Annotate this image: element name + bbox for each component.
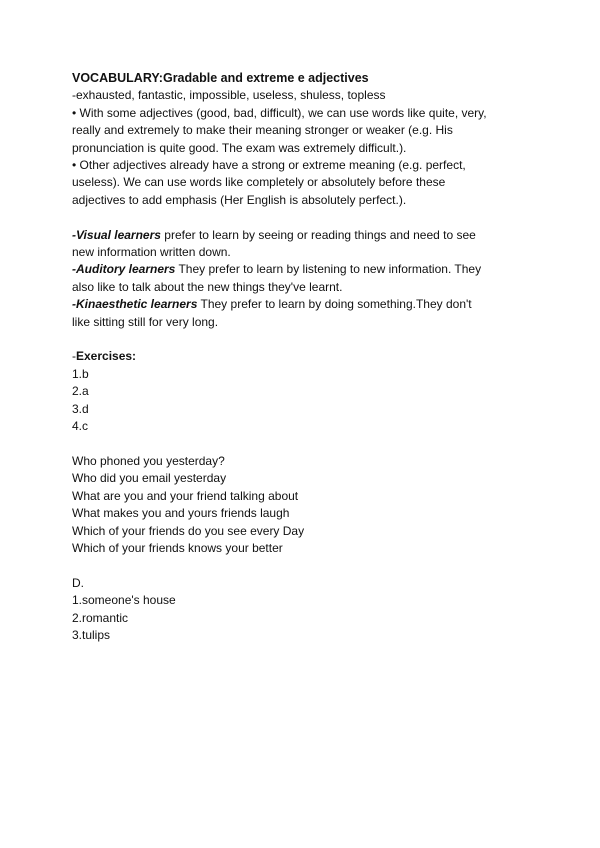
question-line: Who did you email yesterday <box>72 471 227 486</box>
bullet-2-line-3: adjectives to add emphasis (Her English is absolutely perfect.). <box>72 192 407 207</box>
bullet-1-line-1: • With some adjectives (good, bad, difficult), we can use words like quite, very, <box>72 105 487 120</box>
question-line: Which of your friends knows your better <box>72 540 283 555</box>
bullet-1-line-2: really and extremely to make their meaning stronger or weaker (e.g. His <box>72 123 453 138</box>
question-line: What are you and your friend talking about <box>72 488 299 503</box>
document-page <box>72 70 542 644</box>
bullet-2-line-1: • Other adjectives already have a strong or extreme meaning (e.g. perfect, <box>72 158 466 173</box>
question-line: What makes you and yours friends laugh <box>72 506 290 521</box>
section-d-heading: D. <box>72 575 84 590</box>
bullet-2-line-2: useless). We can use words like completely or absolutely before these <box>72 175 446 190</box>
question-line: Who phoned you yesterday? <box>72 453 225 468</box>
section-d-item: 2.romantic <box>72 610 129 625</box>
visual-learners-line-1 <box>72 227 542 244</box>
kinaesthetic-learners-label: -Kinaesthetic learners <box>72 297 198 312</box>
kinaesthetic-learners-line-1 <box>72 296 542 313</box>
spacer <box>72 209 542 226</box>
exercises-heading <box>72 348 542 365</box>
exercises-heading-prefix: - <box>72 349 76 364</box>
visual-learners-label: -Visual learners <box>72 227 161 242</box>
section-d-item: 1.someone's house <box>72 593 176 608</box>
bullet-1-line-3: pronunciation is quite good. The exam was extremely difficult.). <box>72 140 407 155</box>
kinaesthetic-learners-text: They prefer to learn by doing something.They don't <box>197 297 472 312</box>
word-list: -exhausted, fantastic, impossible, useless, shuless, topless <box>72 88 386 103</box>
exercise-answer: 4.c <box>72 419 89 434</box>
exercise-answer: 2.a <box>72 384 89 399</box>
auditory-learners-label: -Auditory learners <box>72 262 176 277</box>
auditory-learners-text: They prefer to learn by listening to new information. They <box>175 262 482 277</box>
spacer <box>72 557 542 574</box>
visual-learners-text: prefer to learn by seeing or reading things and need to see <box>160 227 476 242</box>
section-d-item: 3.tulips <box>72 627 111 642</box>
kinaesthetic-learners-line-2: like sitting still for very long. <box>72 314 219 329</box>
vocabulary-title: VOCABULARY:Gradable and extreme e adjectives <box>72 71 369 85</box>
spacer <box>72 436 542 453</box>
question-line: Which of your friends do you see every Day <box>72 523 305 538</box>
auditory-learners-line-1 <box>72 261 542 278</box>
auditory-learners-line-2: also like to talk about the new things they've learnt. <box>72 279 343 294</box>
exercise-answer: 3.d <box>72 401 89 416</box>
spacer <box>72 331 542 348</box>
exercises-heading-text: Exercises: <box>76 349 137 364</box>
visual-learners-line-2: new information written down. <box>72 245 231 260</box>
exercise-answer: 1.b <box>72 366 89 381</box>
